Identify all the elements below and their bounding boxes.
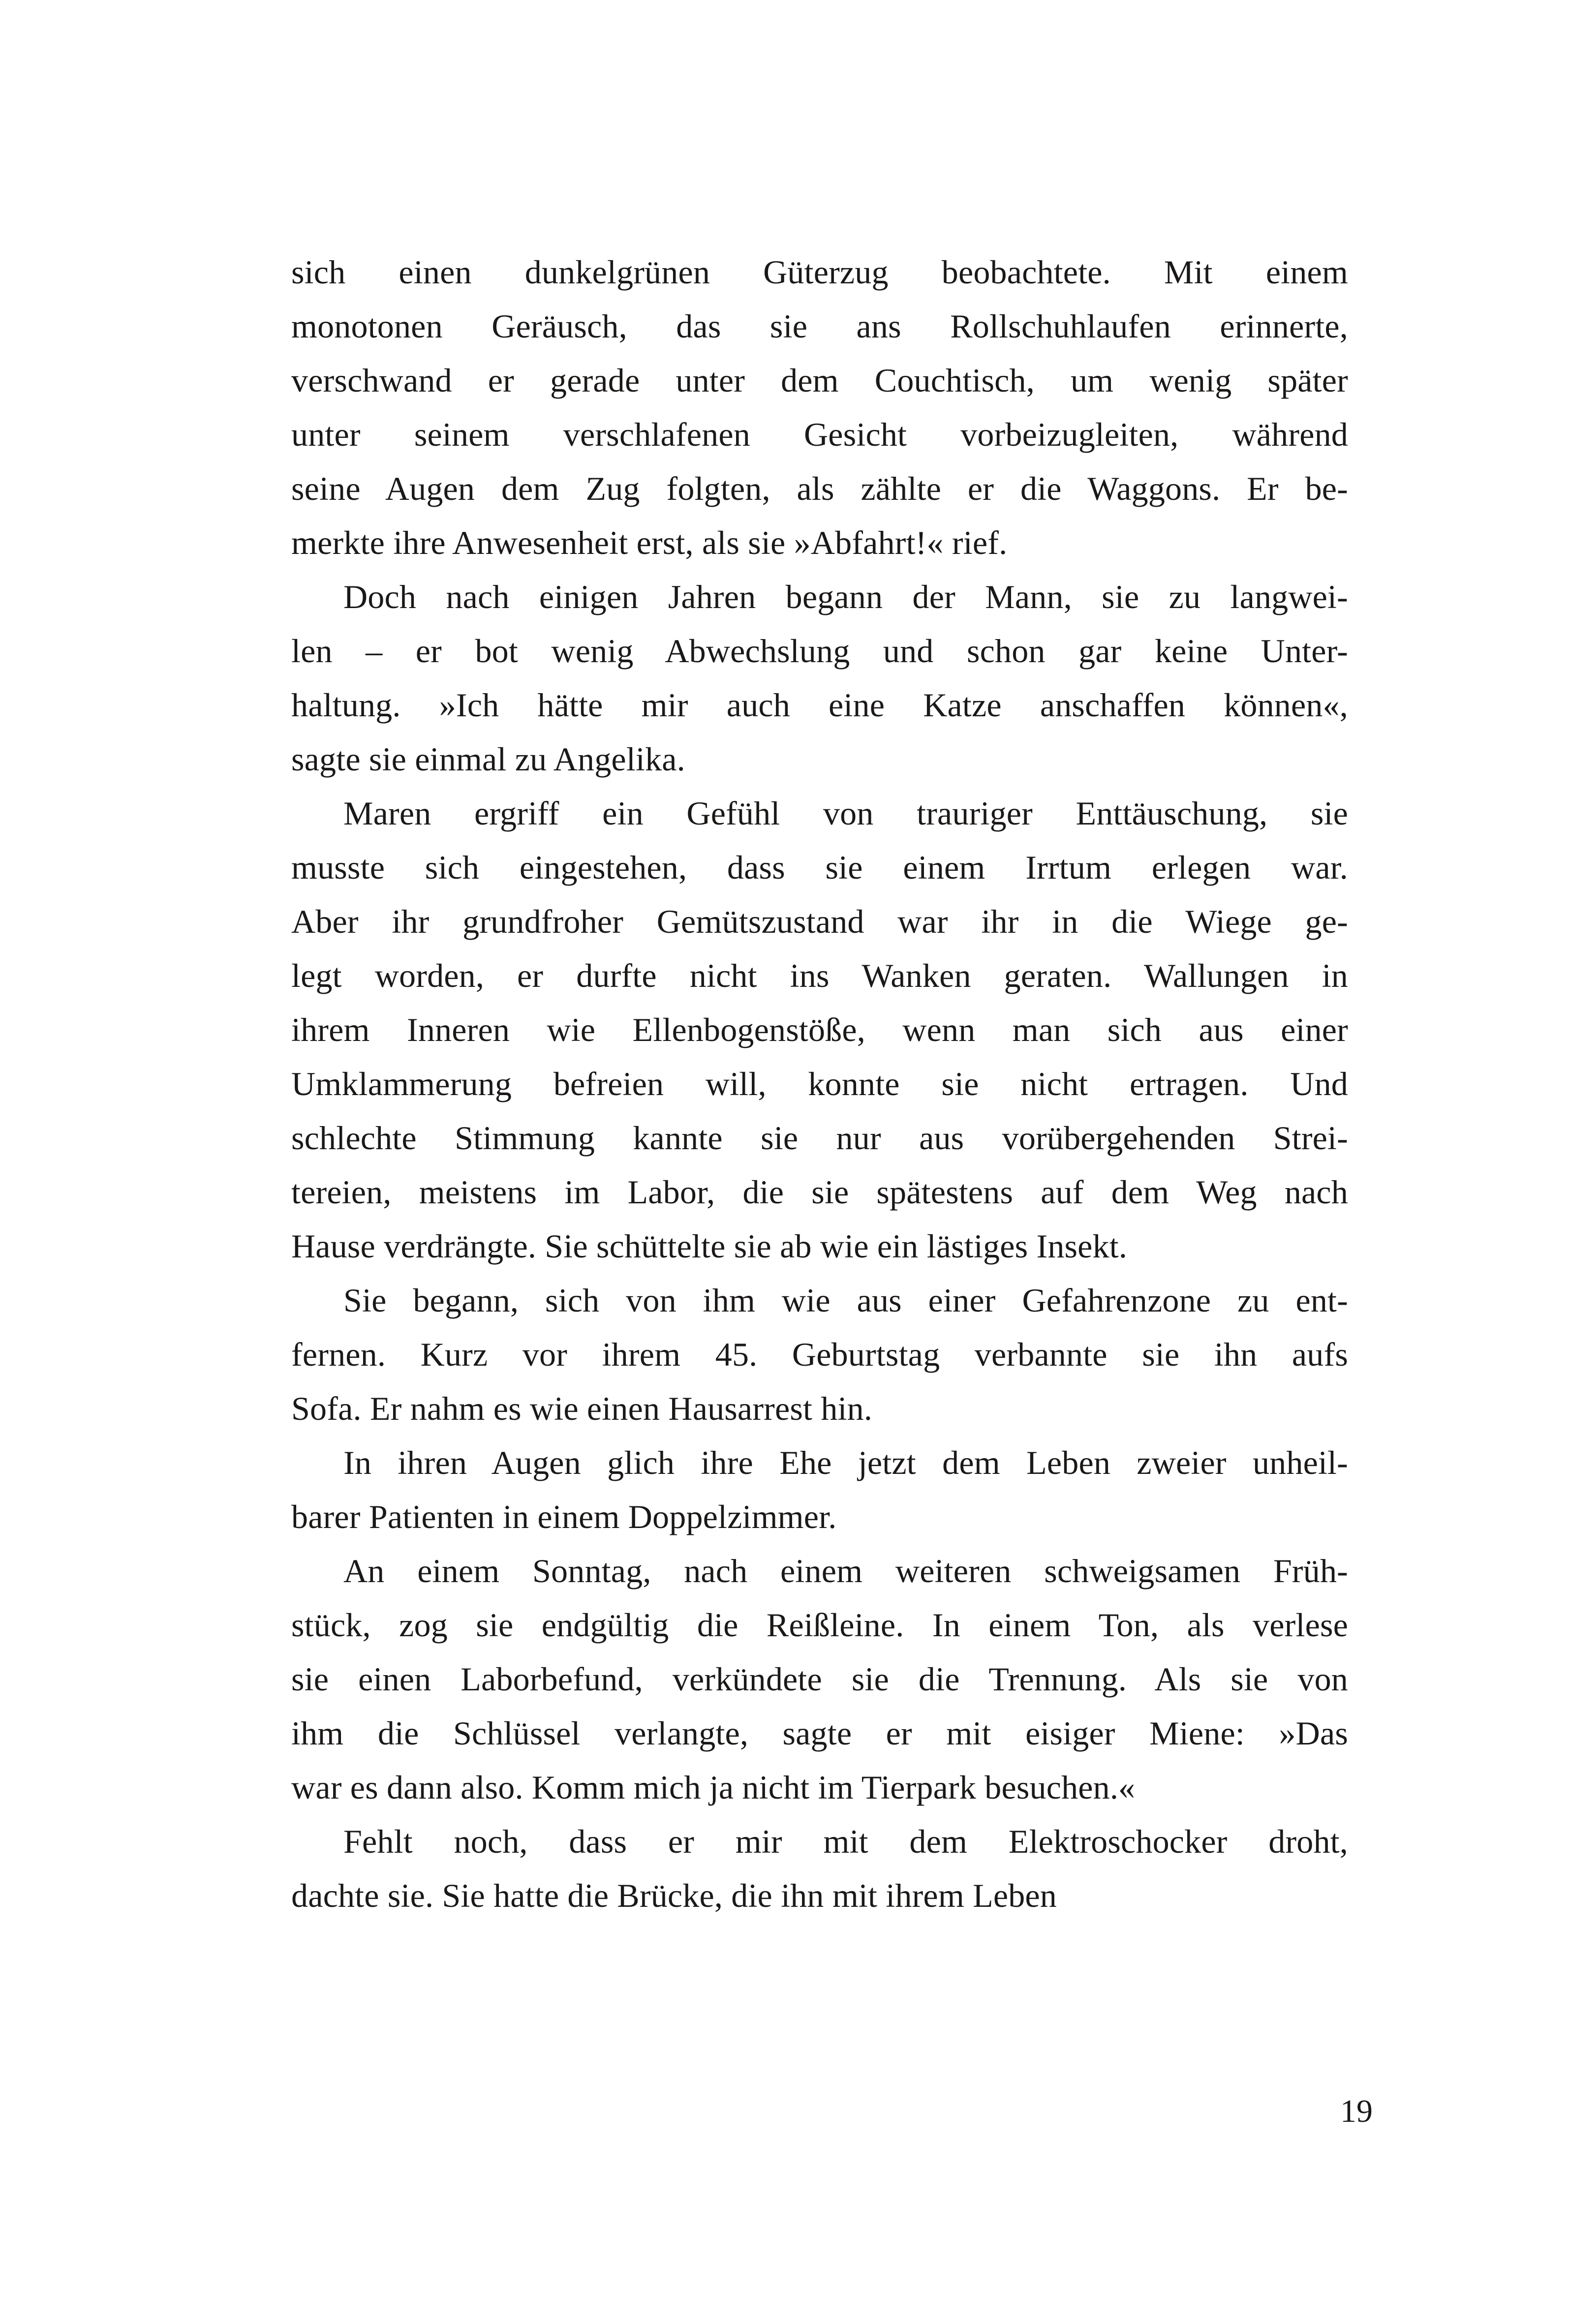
text-line: legt worden, er durfte nicht ins Wanken geraten. Wallungen in bbox=[291, 957, 1348, 994]
text-line: merkte ihre Anwesenheit erst, als sie »Abfahrt!« rief. bbox=[291, 524, 1008, 561]
text-line: ihm die Schlüssel verlangte, sagte er mit eisiger Miene: »Das bbox=[291, 1714, 1348, 1752]
text-line: Sofa. Er nahm es wie einen Hausarrest hin. bbox=[291, 1390, 873, 1427]
text-line: Hause verdrängte. Sie schüttelte sie ab wie ein lästiges Insekt. bbox=[291, 1227, 1128, 1265]
text-line: sagte sie einmal zu Angelika. bbox=[291, 740, 685, 778]
text-line: Doch nach einigen Jahren begann der Mann, sie zu langwei- bbox=[343, 578, 1348, 615]
text-line: In ihren Augen glich ihre Ehe jetzt dem Leben zweier unheil- bbox=[343, 1444, 1348, 1481]
text-line: unter seinem verschlafenen Gesicht vorbeizugleiten, während bbox=[291, 416, 1348, 453]
text-line: musste sich eingestehen, dass sie einem Irrtum erlegen war. bbox=[291, 849, 1348, 886]
text-line: Aber ihr grundfroher Gemütszustand war ihr in die Wiege ge- bbox=[291, 903, 1348, 940]
text-line: war es dann also. Komm mich ja nicht im Tierpark besuchen.« bbox=[291, 1769, 1136, 1806]
text-block bbox=[291, 245, 1348, 1923]
paragraph bbox=[291, 786, 1348, 1273]
page-number: 19 bbox=[1340, 2093, 1373, 2129]
text-line: seine Augen dem Zug folgten, als zählte er die Waggons. Er be- bbox=[291, 470, 1348, 507]
paragraph bbox=[291, 245, 1348, 570]
text-line: Umklammerung befreien will, konnte sie nicht ertragen. Und bbox=[291, 1065, 1348, 1102]
text-line: Sie begann, sich von ihm wie aus einer Gefahrenzone zu ent- bbox=[343, 1282, 1348, 1319]
text-line: Maren ergriff ein Gefühl von trauriger Enttäuschung, sie bbox=[343, 795, 1348, 832]
text-line: schlechte Stimmung kannte sie nur aus vorübergehenden Strei- bbox=[291, 1119, 1348, 1157]
text-line: haltung. »Ich hätte mir auch eine Katze anschaffen können«, bbox=[291, 686, 1348, 724]
text-line: An einem Sonntag, nach einem weiteren schweigsamen Früh- bbox=[343, 1552, 1348, 1590]
text-line: dachte sie. Sie hatte die Brücke, die ihn mit ihrem Leben bbox=[291, 1877, 1057, 1914]
text-line: sie einen Laborbefund, verkündete sie die Trennung. Als sie von bbox=[291, 1660, 1348, 1698]
text-line: stück, zog sie endgültig die Reißleine. In einem Ton, als verlese bbox=[291, 1606, 1348, 1644]
paragraph bbox=[291, 1436, 1348, 1544]
paragraph bbox=[291, 1814, 1348, 1923]
text-line: barer Patienten in einem Doppelzimmer. bbox=[291, 1498, 837, 1535]
paragraph bbox=[291, 1544, 1348, 1814]
text-line: sich einen dunkelgrünen Güterzug beobachtete. Mit einem bbox=[291, 253, 1348, 291]
text-line: tereien, meistens im Labor, die sie spätestens auf dem Weg nach bbox=[291, 1173, 1348, 1211]
text-line: len – er bot wenig Abwechslung und schon gar keine Unter- bbox=[291, 632, 1348, 670]
text-line: Fehlt noch, dass er mir mit dem Elektroschocker droht, bbox=[343, 1823, 1348, 1860]
paragraph bbox=[291, 570, 1348, 786]
paragraph bbox=[291, 1273, 1348, 1436]
text-line: monotonen Geräusch, das sie ans Rollschuhlaufen erinnerte, bbox=[291, 307, 1348, 345]
text-line: verschwand er gerade unter dem Couchtisch, um wenig später bbox=[291, 362, 1348, 399]
text-line: ihrem Inneren wie Ellenbogenstöße, wenn man sich aus einer bbox=[291, 1011, 1348, 1048]
text-line: fernen. Kurz vor ihrem 45. Geburtstag verbannte sie ihn aufs bbox=[291, 1336, 1348, 1373]
